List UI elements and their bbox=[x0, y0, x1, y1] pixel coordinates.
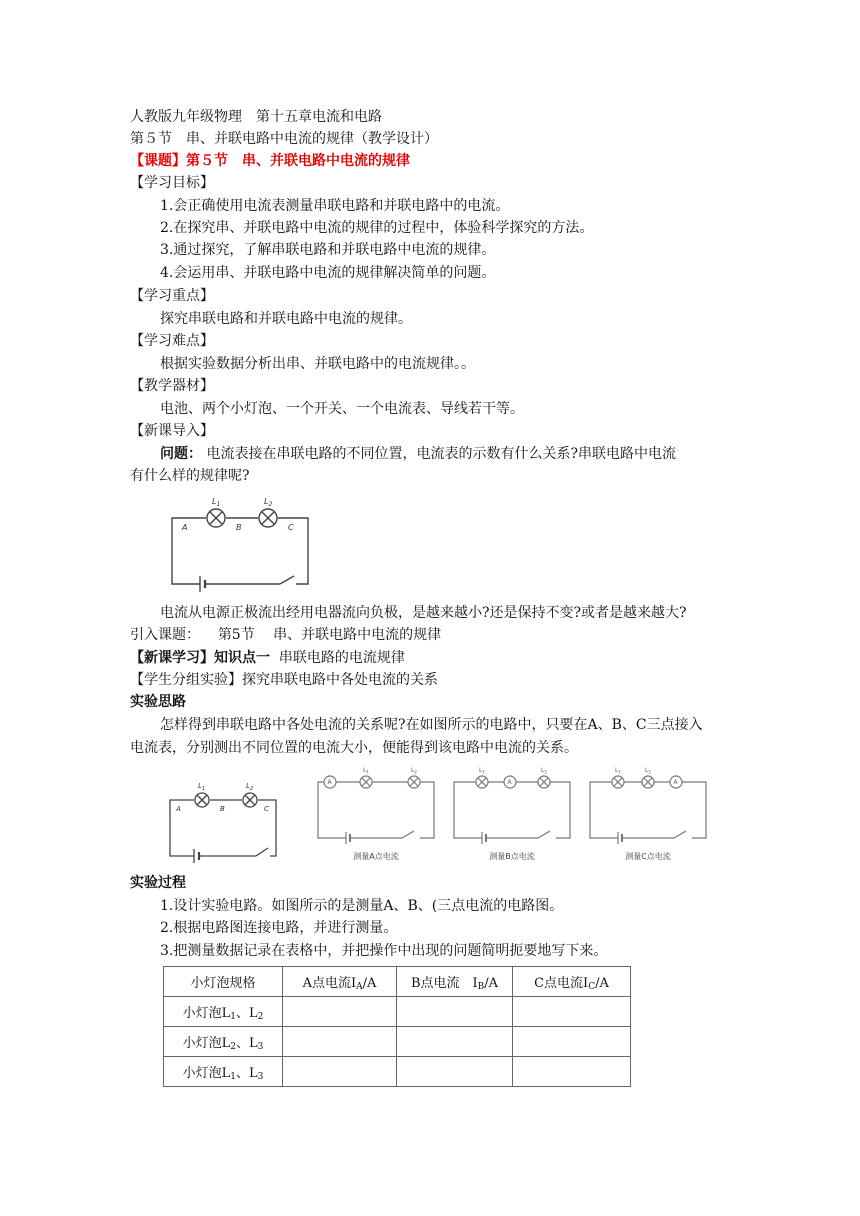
key-point-text: 探究串联电路和并联电路中电流的规律。 bbox=[160, 311, 412, 327]
difficulty-text: 根据实验数据分析出串、并联电路中的电流规律。。 bbox=[160, 356, 475, 372]
svg-text:L2: $L_2$ bbox=[246, 782, 254, 792]
process-item-3: 3.把测量数据记录在表格中，并把操作中出现的问题简明扼要地写下来。 bbox=[160, 943, 608, 959]
goal-item-4: 4.会运用串、并联电路中电流的规律解决简单的问题。 bbox=[160, 265, 496, 281]
svg-text:L2: $L_2$ bbox=[645, 767, 651, 775]
switch-icon bbox=[280, 576, 294, 584]
switch-icon bbox=[256, 848, 268, 856]
topic-heading bbox=[130, 151, 410, 171]
lead-in bbox=[130, 625, 441, 645]
svg-text:L2: $L_2$ bbox=[541, 767, 547, 775]
intro-followup: 电流从电源正极流出经用电器流向负极，是越来越小?还是保持不变?或者是越来越大? bbox=[160, 605, 687, 621]
table-row bbox=[164, 1057, 631, 1087]
table-cell[interactable] bbox=[283, 997, 397, 1027]
svg-text:L1: $L_1$ bbox=[479, 767, 485, 775]
circuit-measure-a bbox=[318, 768, 436, 866]
switch-icon bbox=[538, 831, 550, 838]
table-cell[interactable] bbox=[283, 1057, 397, 1087]
process-item-2: 2.根据电路图连接电路，并进行测量。 bbox=[160, 920, 398, 936]
svg-text:L1: $L_1$ bbox=[212, 497, 221, 508]
header-line-1: 人教版九年级物理 第十五章电流和电路 bbox=[130, 109, 382, 125]
topic-label: 【课题】 bbox=[130, 153, 186, 169]
svg-text:C: C bbox=[288, 523, 294, 532]
table-cell[interactable] bbox=[513, 997, 631, 1027]
goal-item-2: 2.在探究串、并联电路中电流的规律的过程中，体验科学探究的方法。 bbox=[160, 220, 594, 236]
intro-heading: 【新课导入】 bbox=[130, 423, 214, 439]
group-exp-label: 【学生分组实验】 bbox=[130, 672, 242, 688]
svg-text:A: A bbox=[182, 523, 188, 532]
idea-text-1: 怎样得到串联电路中各处电流的关系呢?在如图所示的电路中，只要在A、B、C三点接入 bbox=[160, 717, 703, 733]
circuit-measure-c bbox=[590, 768, 708, 866]
group-exp-text: 探究串联电路中各处电流的关系 bbox=[242, 672, 438, 688]
series-circuit-diagram bbox=[168, 490, 313, 590]
table-cell[interactable] bbox=[283, 1027, 397, 1057]
table-header-cell: B点电流 $I_B/A$ bbox=[397, 967, 513, 997]
new-lesson-heading bbox=[130, 648, 405, 668]
switch-icon bbox=[402, 831, 414, 838]
caption-a: 测量A点电流 bbox=[353, 852, 399, 861]
question-label: 问题： bbox=[160, 446, 202, 462]
table-cell: 小灯泡$L_2$、$L_3$ bbox=[164, 1027, 283, 1057]
question-text-2: 有什么样的规律呢? bbox=[130, 468, 250, 484]
lead-label: 引入课题： bbox=[130, 627, 200, 643]
table-cell[interactable] bbox=[397, 997, 513, 1027]
series-circuit-small bbox=[168, 780, 280, 860]
table-cell[interactable] bbox=[513, 1057, 631, 1087]
svg-text:L2: $L_2$ bbox=[411, 767, 417, 775]
svg-text:A: A bbox=[327, 779, 332, 786]
svg-text:L1: $L_1$ bbox=[615, 767, 621, 775]
table-row bbox=[164, 997, 631, 1027]
goals-heading: 【学习目标】 bbox=[130, 175, 214, 191]
table-cell: 小灯泡$L_1$、$L_3$ bbox=[164, 1057, 283, 1087]
table-cell[interactable] bbox=[397, 1057, 513, 1087]
svg-text:C: C bbox=[264, 805, 269, 813]
header-line-2: 第５节 串、并联电路中电流的规律（教学设计） bbox=[130, 131, 438, 147]
circuit-measure-b bbox=[454, 768, 572, 866]
table-header-row bbox=[164, 967, 631, 997]
table-row bbox=[164, 1027, 631, 1057]
table-header-cell: A点电流$I_A/A$ bbox=[283, 967, 397, 997]
process-item-1: 1.设计实验电路。如图所示的是测量A、B、(三点电流的电路图。 bbox=[160, 898, 564, 914]
table-header-cell: 小灯泡规格 bbox=[164, 967, 283, 997]
process-heading: 实验过程 bbox=[130, 875, 186, 891]
table-cell: 小灯泡$L_1$、$L_2$ bbox=[164, 997, 283, 1027]
topic-title: 第５节 串、并联电路中电流的规律 bbox=[186, 153, 410, 169]
question-text-1: 电流表接在串联电路的不同位置，电流表的示数有什么关系?串联电路中电流 bbox=[206, 446, 676, 462]
svg-text:A: A bbox=[507, 779, 512, 786]
svg-text:B: B bbox=[220, 805, 225, 813]
key-point-heading: 【学习重点】 bbox=[130, 288, 214, 304]
data-table bbox=[163, 966, 631, 1087]
svg-text:L1: $L_1$ bbox=[363, 767, 369, 775]
caption-b: 测量B点电流 bbox=[489, 852, 535, 861]
table-cell[interactable] bbox=[513, 1027, 631, 1057]
idea-heading: 实验思路 bbox=[130, 694, 186, 710]
equipment-text: 电池、两个小灯泡、一个开关、一个电流表、导线若干等。 bbox=[160, 401, 524, 417]
svg-text:B: B bbox=[236, 523, 242, 532]
difficulty-heading: 【学习难点】 bbox=[130, 333, 214, 349]
svg-text:L1: $L_1$ bbox=[198, 782, 206, 792]
new-lesson-subtitle: 串联电路的电流规律 bbox=[278, 650, 405, 666]
idea-text-2: 电流表，分别测出不同位置的电流大小，便能得到该电路中电流的关系。 bbox=[130, 740, 578, 756]
goal-item-1: 1.会正确使用电流表测量串联电路和并联电路中的电流。 bbox=[160, 198, 510, 214]
lead-title: 第5节 串、并联电路中电流的规律 bbox=[217, 627, 442, 643]
svg-text:A: A bbox=[176, 805, 181, 813]
equipment-heading: 【教学器材】 bbox=[130, 378, 214, 394]
switch-icon bbox=[674, 831, 686, 838]
group-exp-heading bbox=[130, 670, 438, 690]
table-header-cell: C点电流$I_C/A$ bbox=[513, 967, 631, 997]
goal-item-3: 3.通过探究，了解串联电路和并联电路中电流的规律。 bbox=[160, 242, 496, 258]
intro-question bbox=[160, 444, 676, 464]
svg-text:L2: $L_2$ bbox=[264, 497, 273, 508]
table-cell[interactable] bbox=[397, 1027, 513, 1057]
svg-text:A: A bbox=[673, 779, 678, 786]
new-lesson-label: 【新课学习】知识点一 bbox=[130, 650, 270, 666]
caption-c: 测量C点电流 bbox=[625, 852, 671, 861]
